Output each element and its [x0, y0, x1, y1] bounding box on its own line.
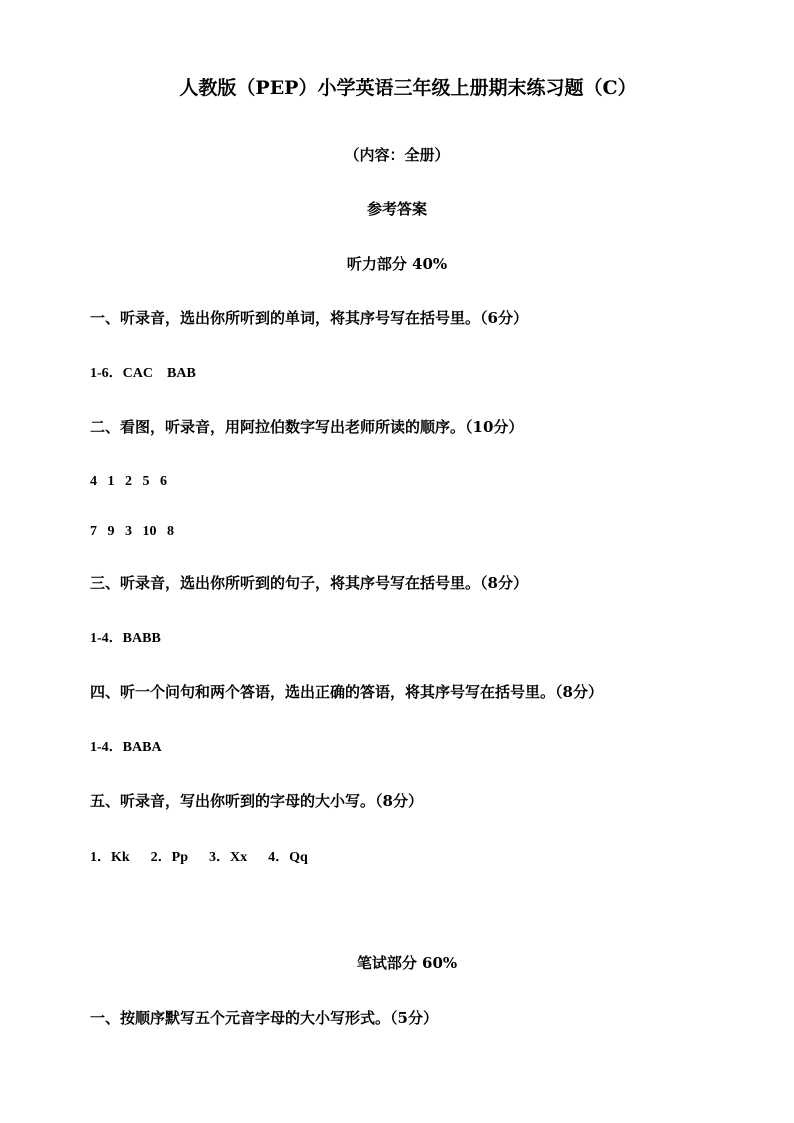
listening-q2-heading: 二、看图，听录音，用阿拉伯数字写出老师所读的顺序。（10分） — [90, 418, 524, 436]
document-title: 人教版（PEP）小学英语三年级上册期末练习题（C） — [179, 77, 637, 99]
listening-q1-answer: 1-6．CAC BAB — [90, 366, 196, 381]
content-note: （内容：全册） — [344, 146, 450, 164]
writing-q1-heading: 一、按顺序默写五个元音字母的大小写形式。（5分） — [90, 1009, 438, 1027]
listening-q4-heading: 四、听一个问句和两个答语，选出正确的答语，将其序号写在括号里。（8分） — [90, 683, 603, 701]
listening-q2-answer-row1: 4 1 2 5 6 — [90, 474, 167, 489]
listening-q5-answer: 1．Kk 2．Pp 3．Xx 4．Qq — [90, 850, 308, 865]
listening-section-heading: 听力部分 40% — [346, 255, 448, 273]
listening-q3-answer: 1-4．BABB — [90, 631, 161, 646]
listening-q4-answer: 1-4．BABA — [90, 740, 162, 755]
listening-q3-heading: 三、听录音，选出你所听到的句子，将其序号写在括号里。（8分） — [90, 574, 528, 592]
listening-q2-answer-row2: 7 9 3 10 8 — [90, 524, 174, 539]
writing-section-heading: 笔试部分 60% — [356, 954, 458, 972]
listening-q1-heading: 一、听录音，选出你所听到的单词，将其序号写在括号里。（6分） — [90, 309, 528, 327]
answer-heading: 参考答案 — [366, 200, 427, 218]
listening-q5-heading: 五、听录音，写出你听到的字母的大小写。（8分） — [90, 792, 423, 810]
